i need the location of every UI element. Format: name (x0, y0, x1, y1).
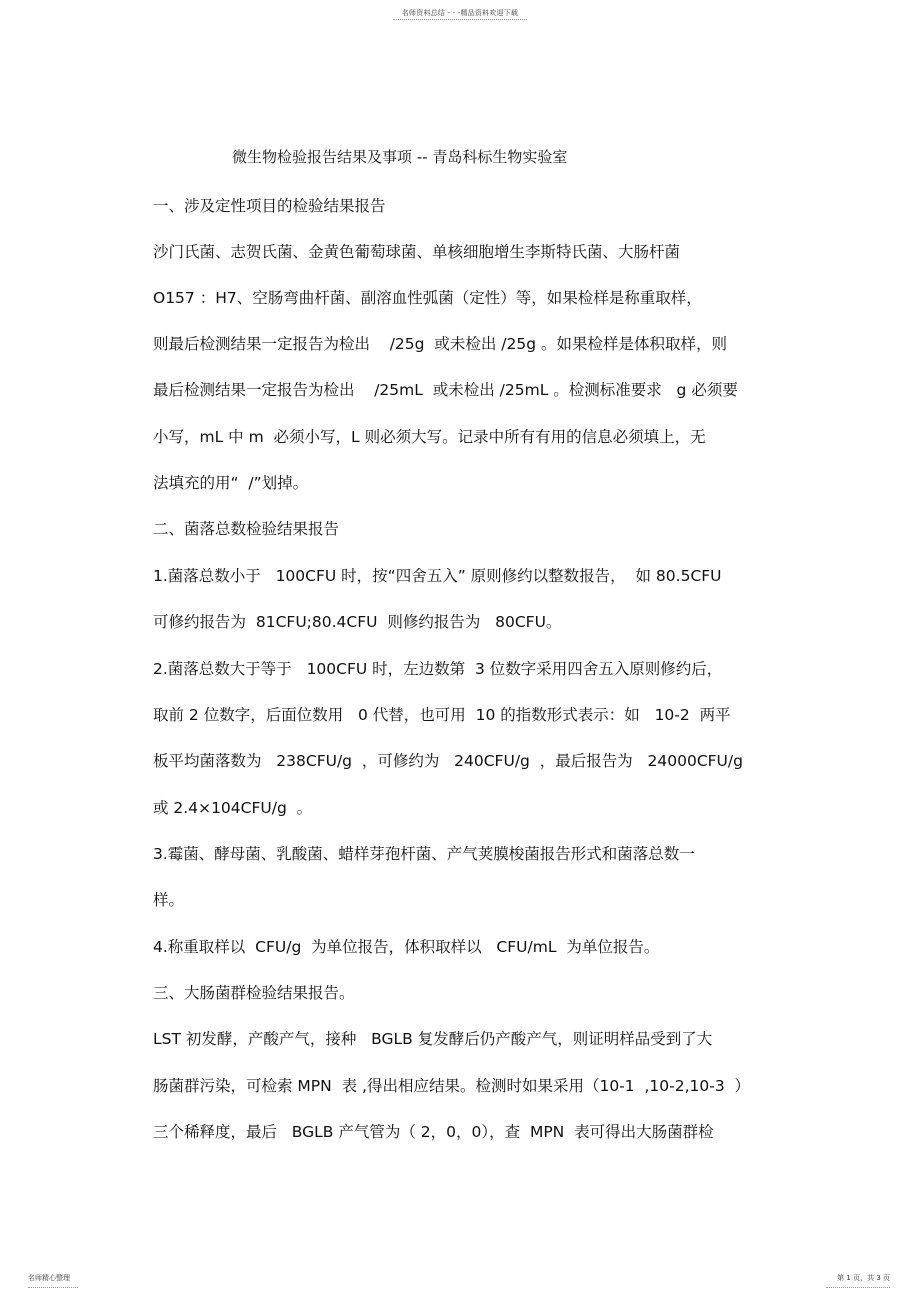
paragraph-line: 小写，mL 中 m 必须小写，L 则必须大写。记录中所有有用的信息必须填上，无 (153, 428, 706, 446)
footer-right-dotted-rule (826, 1287, 890, 1288)
paragraph-line: 样。 (153, 891, 185, 909)
footer-left-text: 名师精心整理 (28, 1274, 70, 1282)
paragraph-line: 沙门氏菌、志贺氏菌、金黄色葡萄球菌、单核细胞增生李斯特氏菌、大肠杆菌 (153, 243, 681, 261)
header-dotted-rule (393, 19, 527, 20)
document-title: 微生物检验报告结果及事项 -- 青岛科标生物实验室 (232, 148, 568, 166)
paragraph-line: 3.霉菌、酵母菌、乳酸菌、蜡样芽孢杆菌、产气荚膜梭菌报告形式和菌落总数一 (153, 845, 695, 863)
page-number: 第 1 页，共 3 页 (837, 1274, 890, 1282)
paragraph-line: O157 ：H7、空肠弯曲杆菌、副溶血性弧菌（定性）等，如果检样是称重取样， (153, 289, 702, 307)
paragraph-line: LST 初发酵，产酸产气，接种 BGLB 复发酵后仍产酸产气，则证明样品受到了大 (153, 1030, 713, 1048)
paragraph-line: 可修约报告为 81CFU;80.4CFU 则修约报告为 80CFU。 (153, 613, 562, 631)
paragraph-line: 2.菌落总数大于等于 100CFU 时，左边数第 3 位数字采用四舍五入原则修约后， (153, 660, 723, 678)
section-heading-3: 三、大肠菌群检验结果报告。 (153, 984, 355, 1002)
paragraph-line: 则最后检测结果一定报告为检出 /25g 或未检出 /25g 。如果检样是体积取样，则 (153, 335, 727, 353)
paragraph-line: 或 2.4×104CFU/g 。 (153, 799, 313, 817)
paragraph-line: 法填充的用“ /”划掉。 (153, 474, 309, 492)
paragraph-line: 肠菌群污染，可检索 MPN 表 ,得出相应结果。检测时如果采用（10-1 ,10-2,10-3 ） (153, 1077, 751, 1095)
paragraph-line: 三个稀释度，最后 BGLB 产气管为（ 2，0，0），查 MPN 表可得出大肠菌群检 (153, 1123, 714, 1141)
paragraph-line: 最后检测结果一定报告为检出 /25mL 或未检出 /25mL 。检测标准要求 g 必须要 (153, 381, 738, 399)
page-header-text: 名师资料总结 - - -精品资料欢迎下载 (401, 9, 519, 17)
paragraph-line: 4.称重取样以 CFU/g 为单位报告，体积取样以 CFU/mL 为单位报告。 (153, 938, 660, 956)
footer-left-dotted-rule (28, 1287, 78, 1288)
section-heading-2: 二、菌落总数检验结果报告 (153, 520, 340, 538)
section-heading-1: 一、涉及定性项目的检验结果报告 (153, 197, 386, 215)
paragraph-line: 板平均菌落数为 238CFU/g ，可修约为 240CFU/g ，最后报告为 24000CFU/g (153, 752, 743, 770)
paragraph-line: 1.菌落总数小于 100CFU 时，按“四舍五入” 原则修约以整数报告， 如 80.5CFU (153, 567, 722, 585)
paragraph-line: 取前 2 位数字，后面位数用 0 代替，也可用 10 的指数形式表示：如 10-2 两平 (153, 706, 731, 724)
